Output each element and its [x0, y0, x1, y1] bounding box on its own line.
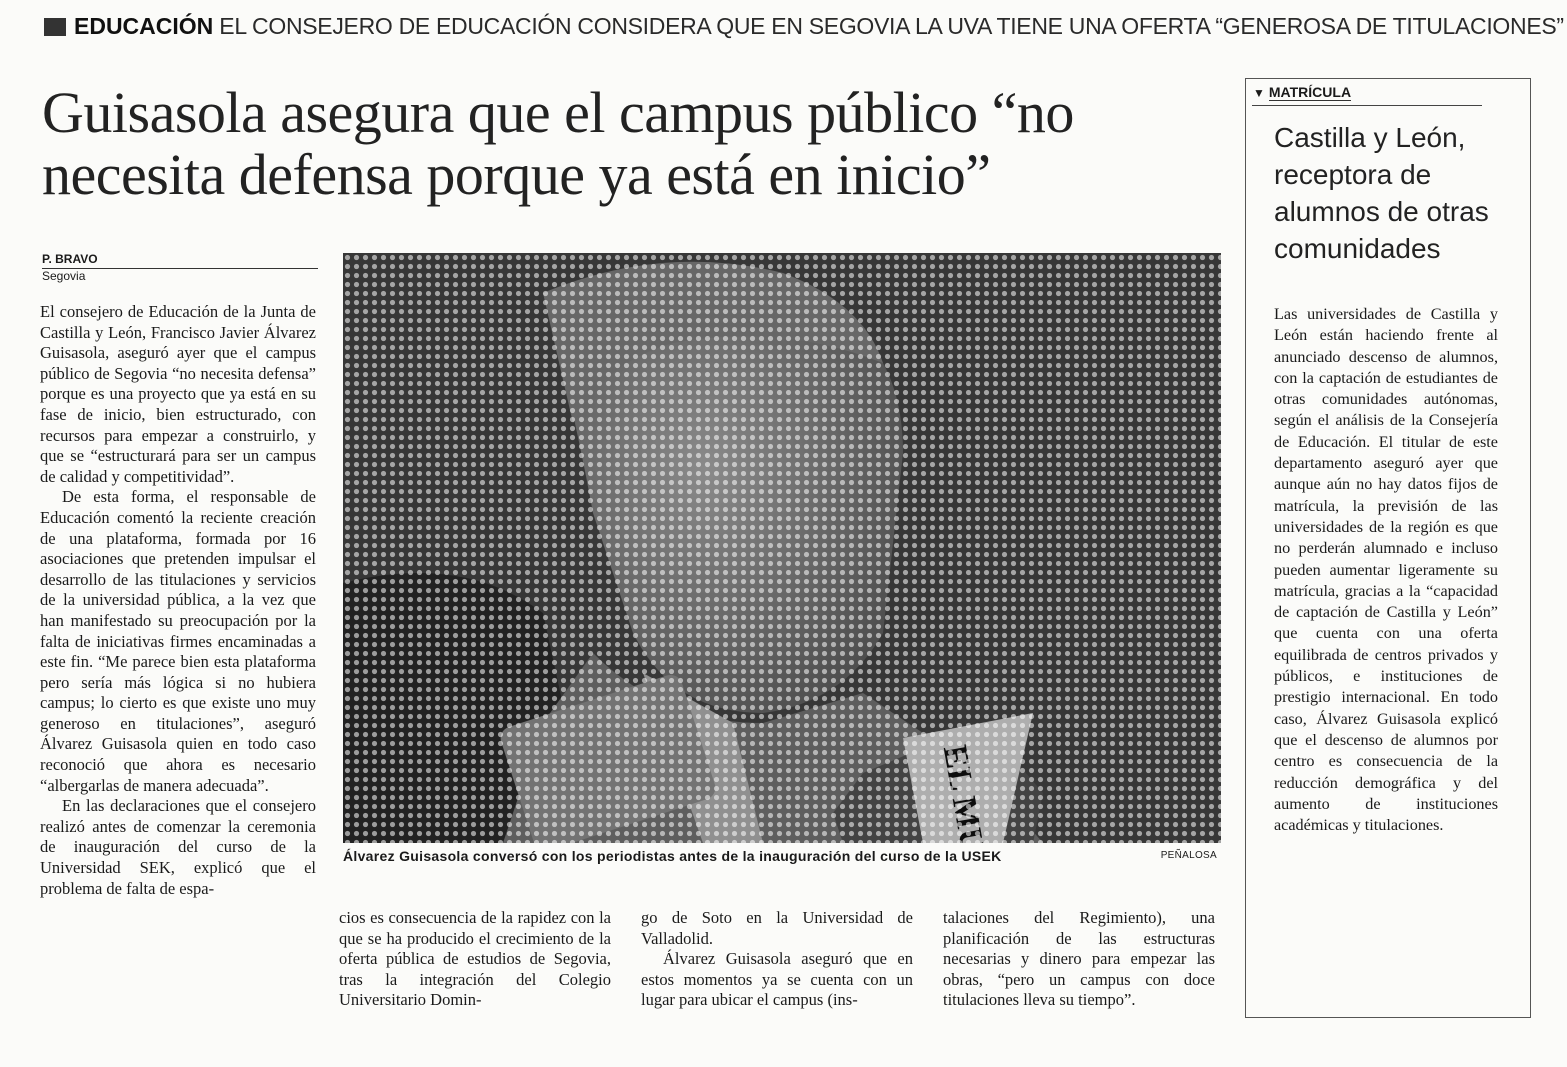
sidebar-body [1274, 304, 1498, 836]
dateline-place: Segovia [42, 269, 86, 283]
paragraph: Álvarez Guisasola aseguró que en estos momentos ya se cuenta con un lugar para ubicar el campus (ins- [641, 949, 913, 1010]
sidebar-tag-label: MATRÍCULA [1268, 84, 1352, 100]
sidebar-title: Castilla y León, receptora de alumnos de otras comunidades [1274, 122, 1489, 264]
kicker: EL CONSEJERO DE EDUCACIÓN CONSIDERA QUE EN SEGOVIA LA UVA TIENE UNA OFERTA “GENEROSA DE TITULACIONES” [219, 13, 1564, 39]
article-column-3 [641, 908, 913, 1011]
news-photo [343, 253, 1221, 843]
paragraph: Las universidades de Castilla y León están haciendo frente al anunciado descenso de alumnos, con la captación de estudiantes de otras comunidades autónomas, según el análisis de la Consejería de Educación. El titular de este departamento aseguró ayer que aunque aún no hay datos fijos de matrícula, la previsión de las universidades de la región es que no perderán alumnado e incluso pueden aumentar ligeramente su matrícula, gracias a la “capacidad de captación de Castilla y León” que cuenta con una oferta equilibrada de centros privados y públicos, e instituciones de prestigio internacional. En todo caso, Álvarez Guisasola explicó que el descenso de alumnos por centro es consecuencia de la reducción demográfica y del aumento de instituciones académicas y titulaciones. [1274, 305, 1498, 835]
section-header [44, 10, 1564, 42]
photo-credit: PEÑALOSA [1160, 850, 1217, 861]
caption-text: Álvarez Guisasola conversó con los periodistas antes de la inauguración del curso de la USEK [343, 848, 1002, 864]
paragraph: cios es consecuencia de la rapidez con la que se ha producido el crecimiento de la oferta pública de estudios de Segovia, tras la integración del Colegio Universitario Domin- [339, 908, 611, 1010]
article-column-1 [40, 302, 316, 899]
author: P. BRAVO [42, 252, 318, 269]
article-column-2 [339, 908, 611, 1011]
photo-illustration [343, 253, 1221, 843]
triangle-down-icon: ▼ [1253, 86, 1265, 100]
sidebar-box [1245, 78, 1531, 1018]
paragraph: De esta forma, el responsable de Educación comentó la reciente creación de una plataforma, formada por 16 asociaciones que pretenden impulsar el desarrollo de las titulaciones y servicios de la universidad pública, a la vez que han manifestado su preocupación por la falta de iniciativas firmes encaminadas a este fin. “Me parece bien esta plataforma pero sería más lógica si no hubiera campus; lo cierto es que existe uno muy generoso en titulaciones”, aseguró Álvarez Guisasola quien en todo caso reconoció que ahora es necesario “albergarlas de manera adecuada”. [40, 487, 316, 795]
sidebar-tag [1253, 84, 1351, 100]
headline: Guisasola asegura que el campus público “no necesita defensa porque ya está en inicio” [42, 80, 1074, 207]
paragraph: talaciones del Regimiento), una planificación de las estructuras necesarias y dinero para empezar las obras, “pero un campus con doce titulaciones lleva su tiempo”. [943, 908, 1215, 1010]
section-square-icon [44, 18, 66, 36]
paragraph: El consejero de Educación de la Junta de Castilla y León, Francisco Javier Álvarez Guisasola, aseguró ayer que el campus público de Segovia “no necesita defensa” porque es una proyecto que ya está en su fase de inicio, bien estructurado, con recursos para empezar a construirlo, y que se “estructurará para ser un campus de calidad y competitividad”. [40, 302, 316, 486]
byline [42, 252, 318, 283]
article-column-4 [943, 908, 1215, 1011]
photo-caption [343, 846, 1221, 866]
paragraph: En las declaraciones que el consejero realizó antes de comenzar la ceremonia de inauguración del curso de la Universidad SEK, explicó que el problema de falta de espa- [40, 796, 316, 898]
paragraph: go de Soto en la Universidad de Valladolid. [641, 908, 913, 948]
divider [1252, 105, 1482, 106]
section-name: EDUCACIÓN [74, 13, 214, 39]
